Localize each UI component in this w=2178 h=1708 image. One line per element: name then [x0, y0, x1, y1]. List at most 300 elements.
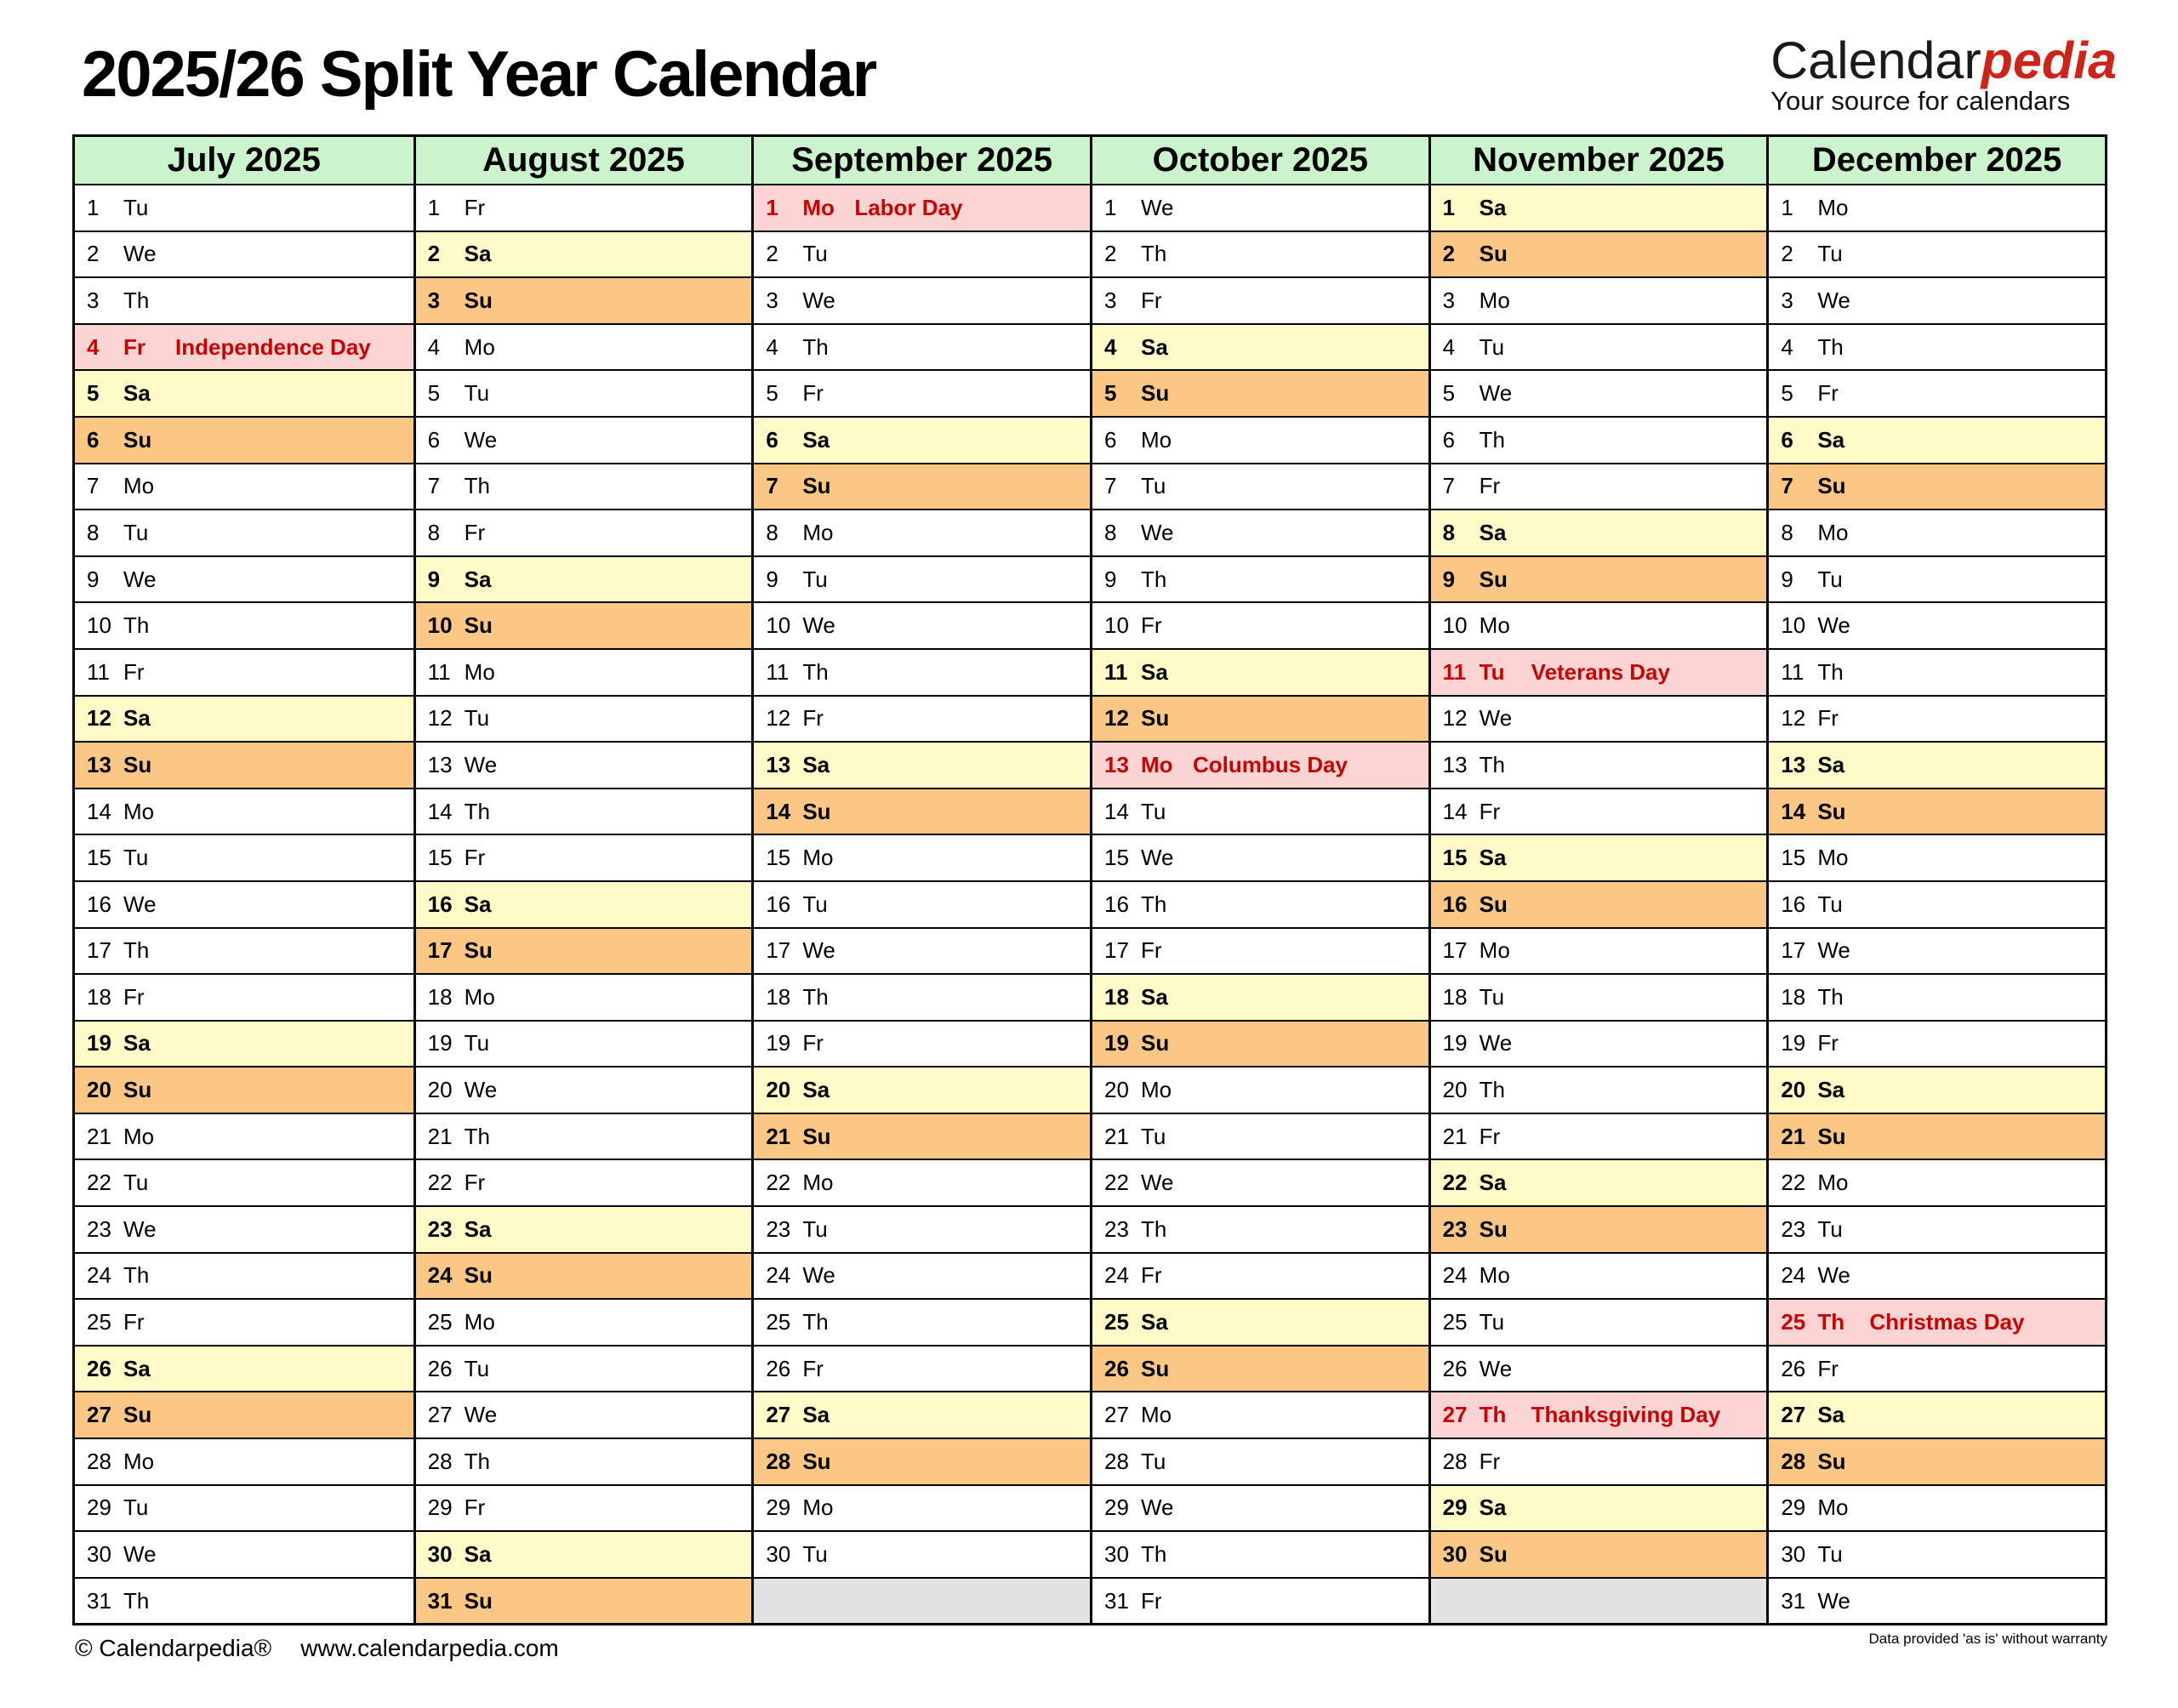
day-cell-july-2025-2 — [75, 231, 413, 277]
day-number: 9 — [1781, 566, 1793, 592]
day-cell-december-2025-1 — [1769, 184, 2105, 231]
weekday-abbr: We — [1140, 194, 1174, 220]
weekday-abbr: Th — [1817, 658, 1844, 685]
day-number: 25 — [87, 1309, 111, 1335]
month-header-september-2025: September 2025 — [754, 137, 1090, 184]
day-cell-november-2025-4 — [1431, 323, 1767, 370]
day-cell-october-2025-14 — [1092, 788, 1428, 834]
weekday-abbr: Fr — [464, 519, 486, 545]
day-cell-september-2025-14 — [754, 788, 1090, 834]
day-number: 25 — [1442, 1309, 1468, 1335]
weekday-abbr: We — [1140, 1494, 1174, 1521]
day-number: 12 — [1781, 705, 1806, 732]
empty-cell-november-2025 — [1431, 1577, 1767, 1624]
weekday-abbr: Fr — [802, 380, 824, 407]
weekday-abbr: Mo — [123, 1123, 155, 1149]
weekday-abbr: Su — [123, 751, 152, 777]
day-cell-november-2025-3 — [1431, 276, 1767, 323]
weekday-abbr: Th — [1140, 1216, 1167, 1242]
day-cell-september-2025-9 — [754, 555, 1090, 602]
day-cell-august-2025-18 — [416, 973, 752, 1020]
day-cell-december-2025-7 — [1769, 463, 2105, 510]
day-number: 27 — [1781, 1402, 1806, 1428]
day-number: 6 — [766, 426, 778, 453]
day-number: 4 — [766, 333, 778, 360]
day-cell-december-2025-22 — [1769, 1159, 2105, 1205]
day-number: 1 — [766, 194, 778, 220]
day-cell-july-2025-23 — [75, 1205, 413, 1252]
day-number: 3 — [1442, 287, 1456, 313]
weekday-abbr: Sa — [1817, 751, 1845, 777]
day-number: 24 — [87, 1262, 111, 1289]
weekday-abbr: Su — [1817, 1123, 1846, 1149]
day-number: 23 — [766, 1216, 791, 1242]
day-cell-september-2025-4 — [754, 323, 1090, 370]
day-number: 7 — [1442, 473, 1456, 499]
weekday-abbr: Fr — [1479, 1123, 1501, 1149]
day-number: 6 — [1781, 426, 1793, 453]
day-number: 28 — [1442, 1448, 1468, 1474]
holiday-name: Labor Day — [854, 194, 963, 220]
day-cell-december-2025-10 — [1769, 601, 2105, 648]
day-cell-july-2025-21 — [75, 1113, 413, 1159]
day-cell-september-2025-10 — [754, 601, 1090, 648]
day-cell-july-2025-28 — [75, 1438, 413, 1484]
weekday-abbr: Sa — [802, 426, 830, 453]
weekday-abbr: Tu — [464, 705, 490, 732]
day-cell-december-2025-25 — [1769, 1298, 2105, 1345]
weekday-abbr: Fr — [1140, 1587, 1162, 1614]
weekday-abbr: We — [802, 937, 835, 964]
day-cell-september-2025-12 — [754, 695, 1090, 742]
day-number: 6 — [1442, 426, 1456, 453]
weekday-abbr: We — [464, 1077, 498, 1103]
day-number: 25 — [1103, 1309, 1129, 1335]
day-cell-december-2025-8 — [1769, 509, 2105, 555]
day-number: 13 — [1103, 751, 1129, 777]
footer — [75, 1635, 559, 1662]
weekday-abbr: Sa — [1817, 1077, 1845, 1103]
day-cell-august-2025-25 — [416, 1298, 752, 1345]
weekday-abbr: We — [464, 1402, 498, 1428]
day-number: 28 — [766, 1448, 791, 1474]
website-link[interactable]: www.calendarpedia.com — [300, 1635, 559, 1661]
day-number: 14 — [766, 798, 791, 824]
day-cell-november-2025-6 — [1431, 416, 1767, 463]
day-cell-october-2025-4 — [1092, 323, 1428, 370]
day-number: 27 — [87, 1402, 111, 1428]
weekday-abbr: Th — [464, 798, 490, 824]
month-column-november-2025 — [1428, 137, 1767, 1623]
weekday-abbr: Fr — [1479, 473, 1501, 499]
day-cell-august-2025-16 — [416, 880, 752, 927]
weekday-abbr: Su — [464, 612, 493, 639]
day-cell-october-2025-17 — [1092, 927, 1428, 974]
day-number: 7 — [766, 473, 778, 499]
weekday-abbr: We — [1817, 937, 1850, 964]
weekday-abbr: Sa — [1479, 845, 1507, 871]
day-number: 24 — [427, 1262, 453, 1289]
day-number: 10 — [427, 612, 453, 639]
weekday-abbr: We — [1479, 1030, 1513, 1056]
day-number: 9 — [427, 566, 441, 592]
day-number: 14 — [1442, 798, 1468, 824]
weekday-abbr: Fr — [802, 1355, 824, 1381]
day-cell-december-2025-29 — [1769, 1484, 2105, 1531]
day-cell-september-2025-24 — [754, 1252, 1090, 1299]
weekday-abbr: Mo — [1140, 1077, 1172, 1103]
day-cell-november-2025-2 — [1431, 231, 1767, 277]
day-cell-november-2025-21 — [1431, 1113, 1767, 1159]
day-cell-july-2025-3 — [75, 276, 413, 323]
day-number: 3 — [766, 287, 778, 313]
day-cell-july-2025-22 — [75, 1159, 413, 1205]
weekday-abbr: Su — [1479, 891, 1508, 917]
day-number: 24 — [766, 1262, 791, 1289]
day-cell-july-2025-4 — [75, 323, 413, 370]
day-number: 20 — [427, 1077, 453, 1103]
weekday-abbr: Tu — [802, 1541, 828, 1568]
weekday-abbr: Sa — [1479, 1170, 1507, 1196]
day-cell-july-2025-8 — [75, 509, 413, 555]
day-number: 17 — [427, 937, 453, 964]
day-cell-november-2025-25 — [1431, 1298, 1767, 1345]
day-number: 14 — [87, 798, 111, 824]
day-number: 6 — [1103, 426, 1117, 453]
calendarpedia-logo[interactable] — [1770, 31, 2117, 116]
logo-text-red: pedia — [1981, 31, 2117, 89]
weekday-abbr: Mo — [1817, 1494, 1849, 1521]
weekday-abbr: Th — [123, 1587, 150, 1614]
day-number: 13 — [427, 751, 453, 777]
weekday-abbr: We — [1140, 845, 1174, 871]
day-cell-december-2025-19 — [1769, 1020, 2105, 1067]
day-cell-october-2025-10 — [1092, 601, 1428, 648]
weekday-abbr: Tu — [464, 1030, 490, 1056]
day-number: 26 — [427, 1355, 453, 1381]
day-number: 30 — [766, 1541, 791, 1568]
weekday-abbr: Su — [1140, 705, 1170, 732]
day-number: 4 — [1103, 333, 1117, 360]
day-cell-september-2025-29 — [754, 1484, 1090, 1531]
weekday-abbr: Tu — [1140, 1123, 1166, 1149]
day-cell-december-2025-4 — [1769, 323, 2105, 370]
holiday-name: Independence Day — [175, 333, 371, 360]
day-number: 17 — [766, 937, 791, 964]
day-number: 16 — [766, 891, 791, 917]
day-number: 18 — [1442, 983, 1468, 1010]
day-cell-october-2025-13 — [1092, 741, 1428, 788]
weekday-abbr: Th — [1479, 1402, 1507, 1428]
day-cell-september-2025-28 — [754, 1438, 1090, 1484]
holiday-name: Thanksgiving Day — [1531, 1402, 1721, 1428]
day-cell-october-2025-21 — [1092, 1113, 1428, 1159]
weekday-abbr: Mo — [1140, 426, 1172, 453]
day-number: 30 — [1103, 1541, 1129, 1568]
day-number: 23 — [87, 1216, 111, 1242]
day-cell-december-2025-16 — [1769, 880, 2105, 927]
month-header-august-2025: August 2025 — [416, 137, 752, 184]
day-number: 31 — [1103, 1587, 1129, 1614]
weekday-abbr: Tu — [1817, 241, 1843, 267]
weekday-abbr: Th — [802, 333, 829, 360]
weekday-abbr: Tu — [123, 519, 149, 545]
day-cell-august-2025-2 — [416, 231, 752, 277]
day-cell-october-2025-2 — [1092, 231, 1428, 277]
weekday-abbr: Fr — [123, 658, 145, 685]
day-number: 18 — [766, 983, 791, 1010]
weekday-abbr: Mo — [1479, 1262, 1510, 1289]
day-cell-september-2025-20 — [754, 1066, 1090, 1113]
weekday-abbr: Tu — [123, 194, 149, 220]
day-number: 12 — [427, 705, 453, 732]
day-cell-october-2025-25 — [1092, 1298, 1428, 1345]
day-cell-november-2025-24 — [1431, 1252, 1767, 1299]
day-number: 10 — [87, 612, 111, 639]
day-cell-august-2025-10 — [416, 601, 752, 648]
day-number: 29 — [1442, 1494, 1468, 1521]
weekday-abbr: We — [802, 1262, 835, 1289]
day-cell-december-2025-2 — [1769, 231, 2105, 277]
month-column-september-2025 — [751, 137, 1090, 1623]
weekday-abbr: Mo — [1140, 1402, 1172, 1428]
day-cell-july-2025-9 — [75, 555, 413, 602]
weekday-abbr: Th — [1817, 1309, 1845, 1335]
weekday-abbr: Mo — [1817, 194, 1849, 220]
weekday-abbr: Sa — [123, 1355, 151, 1381]
weekday-abbr: Su — [802, 473, 831, 499]
weekday-abbr: Mo — [464, 333, 495, 360]
day-cell-november-2025-27 — [1431, 1391, 1767, 1438]
weekday-abbr: Fr — [1140, 937, 1162, 964]
day-cell-july-2025-27 — [75, 1391, 413, 1438]
weekday-abbr: Tu — [123, 845, 149, 871]
day-cell-september-2025-1 — [754, 184, 1090, 231]
day-cell-december-2025-3 — [1769, 276, 2105, 323]
day-cell-december-2025-13 — [1769, 741, 2105, 788]
day-cell-october-2025-30 — [1092, 1530, 1428, 1577]
weekday-abbr: Sa — [1140, 658, 1168, 685]
weekday-abbr: Fr — [123, 1309, 145, 1335]
weekday-abbr: Mo — [123, 473, 155, 499]
copyright-text: © Calendarpedia® — [75, 1635, 272, 1661]
day-cell-november-2025-23 — [1431, 1205, 1767, 1252]
day-number: 10 — [766, 612, 791, 639]
day-cell-december-2025-20 — [1769, 1066, 2105, 1113]
day-cell-december-2025-15 — [1769, 834, 2105, 880]
day-number: 30 — [427, 1541, 453, 1568]
day-cell-august-2025-8 — [416, 509, 752, 555]
weekday-abbr: Sa — [1817, 1402, 1845, 1428]
day-number: 2 — [1442, 241, 1456, 267]
day-cell-september-2025-23 — [754, 1205, 1090, 1252]
weekday-abbr: Tu — [1479, 333, 1505, 360]
weekday-abbr: We — [1817, 287, 1850, 313]
day-number: 7 — [87, 473, 100, 499]
day-cell-september-2025-15 — [754, 834, 1090, 880]
day-cell-august-2025-21 — [416, 1113, 752, 1159]
weekday-abbr: Tu — [123, 1170, 149, 1196]
day-number: 14 — [1781, 798, 1806, 824]
day-number: 11 — [1781, 658, 1805, 685]
day-number: 16 — [1442, 891, 1468, 917]
weekday-abbr: Th — [1817, 983, 1844, 1010]
day-number: 21 — [427, 1123, 453, 1149]
weekday-abbr: Th — [1479, 1077, 1505, 1103]
weekday-abbr: Sa — [1817, 426, 1845, 453]
weekday-abbr: We — [1140, 1170, 1174, 1196]
weekday-abbr: Su — [1817, 798, 1846, 824]
weekday-abbr: Su — [1479, 566, 1508, 592]
day-cell-november-2025-7 — [1431, 463, 1767, 510]
weekday-abbr: We — [802, 612, 835, 639]
weekday-abbr: Th — [1479, 751, 1505, 777]
weekday-abbr: Sa — [464, 241, 492, 267]
day-cell-december-2025-24 — [1769, 1252, 2105, 1299]
day-cell-july-2025-26 — [75, 1345, 413, 1392]
day-number: 8 — [427, 519, 441, 545]
day-cell-october-2025-18 — [1092, 973, 1428, 1020]
day-number: 1 — [1442, 194, 1456, 220]
weekday-abbr: Fr — [123, 983, 145, 1010]
day-number: 10 — [1103, 612, 1129, 639]
day-cell-august-2025-4 — [416, 323, 752, 370]
weekday-abbr: Su — [1140, 1030, 1170, 1056]
day-number: 8 — [766, 519, 778, 545]
day-number: 3 — [87, 287, 100, 313]
weekday-abbr: Th — [802, 983, 829, 1010]
day-number: 18 — [427, 983, 453, 1010]
weekday-abbr: Tu — [802, 1216, 828, 1242]
weekday-abbr: Su — [1817, 473, 1846, 499]
weekday-abbr: Th — [123, 287, 150, 313]
day-number: 4 — [87, 333, 100, 360]
day-number: 12 — [1103, 705, 1129, 732]
day-number: 7 — [427, 473, 441, 499]
day-cell-november-2025-5 — [1431, 369, 1767, 416]
day-cell-september-2025-27 — [754, 1391, 1090, 1438]
day-cell-december-2025-14 — [1769, 788, 2105, 834]
day-cell-october-2025-29 — [1092, 1484, 1428, 1531]
holiday-name: Columbus Day — [1192, 751, 1348, 777]
day-cell-august-2025-20 — [416, 1066, 752, 1113]
day-cell-august-2025-27 — [416, 1391, 752, 1438]
day-number: 12 — [766, 705, 791, 732]
weekday-abbr: Su — [464, 1587, 493, 1614]
day-cell-october-2025-19 — [1092, 1020, 1428, 1067]
day-number: 20 — [87, 1077, 111, 1103]
weekday-abbr: Su — [1140, 1355, 1170, 1381]
day-number: 1 — [1781, 194, 1793, 220]
day-number: 8 — [87, 519, 100, 545]
day-cell-september-2025-8 — [754, 509, 1090, 555]
logo-tagline: Your source for calendars — [1770, 86, 2071, 116]
weekday-abbr: Sa — [123, 705, 151, 732]
weekday-abbr: Mo — [1479, 612, 1510, 639]
day-number: 15 — [1781, 845, 1806, 871]
weekday-abbr: Fr — [802, 705, 824, 732]
month-column-august-2025 — [413, 137, 752, 1623]
weekday-abbr: Sa — [1140, 1309, 1168, 1335]
day-number: 25 — [766, 1309, 791, 1335]
day-cell-november-2025-22 — [1431, 1159, 1767, 1205]
weekday-abbr: Tu — [1479, 658, 1505, 685]
weekday-abbr: Fr — [464, 1494, 486, 1521]
day-cell-september-2025-5 — [754, 369, 1090, 416]
day-cell-december-2025-11 — [1769, 648, 2105, 695]
day-cell-july-2025-19 — [75, 1020, 413, 1067]
weekday-abbr: Mo — [464, 658, 495, 685]
weekday-abbr: Su — [464, 937, 493, 964]
day-number: 19 — [87, 1030, 111, 1056]
day-number: 19 — [766, 1030, 791, 1056]
day-number: 20 — [1781, 1077, 1806, 1103]
day-cell-september-2025-7 — [754, 463, 1090, 510]
day-number: 22 — [1103, 1170, 1129, 1196]
day-cell-december-2025-31 — [1769, 1577, 2105, 1624]
day-number: 8 — [1781, 519, 1793, 545]
day-cell-october-2025-27 — [1092, 1391, 1428, 1438]
day-number: 19 — [427, 1030, 453, 1056]
weekday-abbr: Fr — [802, 1030, 824, 1056]
day-number: 15 — [766, 845, 791, 871]
day-cell-december-2025-28 — [1769, 1438, 2105, 1484]
day-number: 7 — [1103, 473, 1117, 499]
weekday-abbr: Sa — [464, 1541, 492, 1568]
month-column-december-2025 — [1766, 137, 2105, 1623]
weekday-abbr: Su — [1479, 1216, 1508, 1242]
day-number: 26 — [1103, 1355, 1129, 1381]
weekday-abbr: We — [123, 566, 157, 592]
day-cell-november-2025-1 — [1431, 184, 1767, 231]
day-cell-september-2025-19 — [754, 1020, 1090, 1067]
day-number: 5 — [87, 380, 100, 407]
day-number: 11 — [1103, 658, 1128, 685]
day-cell-december-2025-23 — [1769, 1205, 2105, 1252]
day-cell-november-2025-28 — [1431, 1438, 1767, 1484]
day-number: 28 — [1103, 1448, 1129, 1474]
weekday-abbr: Mo — [1479, 287, 1510, 313]
day-number: 9 — [1103, 566, 1117, 592]
weekday-abbr: Sa — [123, 1030, 151, 1056]
day-cell-september-2025-25 — [754, 1298, 1090, 1345]
day-cell-december-2025-30 — [1769, 1530, 2105, 1577]
day-number: 21 — [1442, 1123, 1468, 1149]
day-cell-november-2025-11 — [1431, 648, 1767, 695]
weekday-abbr: Sa — [464, 566, 492, 592]
month-column-october-2025 — [1090, 137, 1428, 1623]
day-number: 3 — [427, 287, 441, 313]
weekday-abbr: Th — [1140, 891, 1167, 917]
day-cell-august-2025-3 — [416, 276, 752, 323]
weekday-abbr: Th — [1140, 241, 1167, 267]
day-cell-november-2025-10 — [1431, 601, 1767, 648]
day-number: 24 — [1103, 1262, 1129, 1289]
weekday-abbr: Tu — [464, 380, 490, 407]
weekday-abbr: We — [1479, 380, 1513, 407]
day-number: 16 — [1103, 891, 1129, 917]
day-number: 6 — [87, 426, 100, 453]
page-title: 2025/26 Split Year Calendar — [82, 38, 876, 111]
day-number: 1 — [1103, 194, 1117, 220]
day-cell-december-2025-6 — [1769, 416, 2105, 463]
day-number: 23 — [1103, 1216, 1129, 1242]
weekday-abbr: Sa — [464, 891, 492, 917]
weekday-abbr: Sa — [1140, 983, 1168, 1010]
day-cell-november-2025-17 — [1431, 927, 1767, 974]
day-number: 29 — [87, 1494, 111, 1521]
day-number: 23 — [1442, 1216, 1468, 1242]
